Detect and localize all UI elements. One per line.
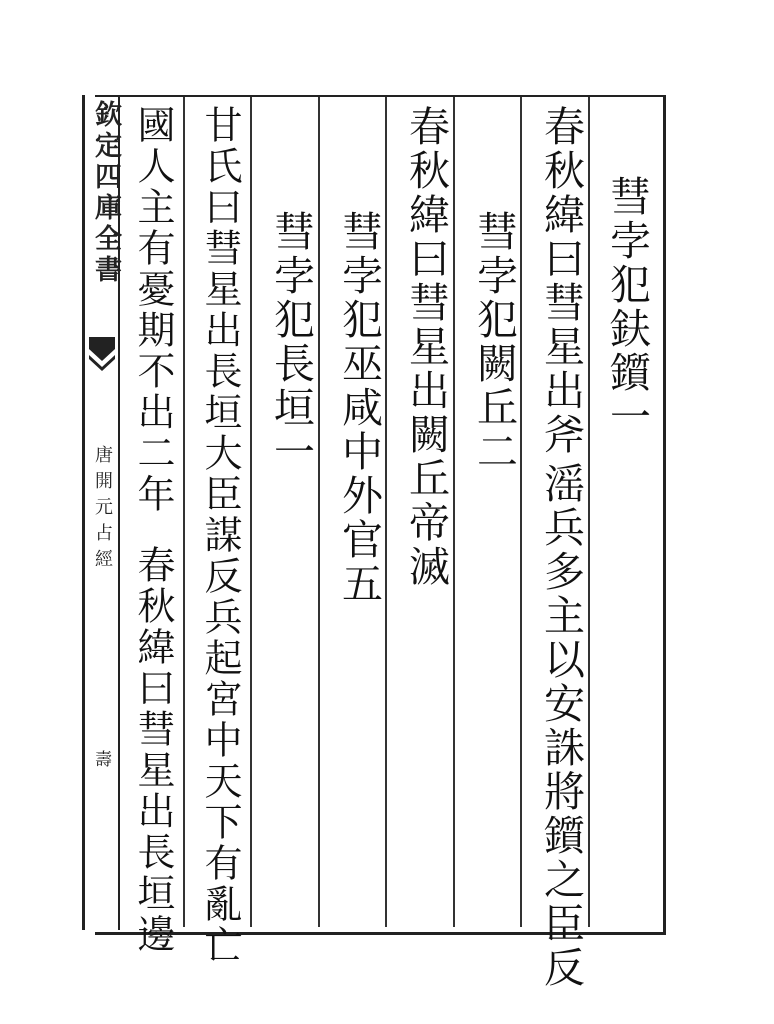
text-column-2a: 春秋緯曰彗星出斧	[537, 105, 585, 457]
text-column-5: 彗孛犯巫咸中外官五	[335, 210, 383, 606]
text-column-1: 彗孛犯鈇鑕一	[603, 175, 651, 439]
text-column-3: 彗孛犯闕丘二	[470, 210, 518, 474]
column-rule	[453, 97, 455, 927]
column-rule	[520, 97, 522, 927]
chapter-title: 唐開元占經	[92, 445, 113, 575]
book-title: 欽定四庫全書	[90, 100, 121, 286]
column-rule	[588, 97, 590, 927]
column-rule	[385, 97, 387, 927]
column-rule	[250, 97, 252, 927]
text-column-4: 春秋緯曰彗星出闕丘帝滅	[402, 105, 450, 589]
page-number: 壽	[91, 750, 111, 767]
column-rule	[318, 97, 320, 927]
text-column-6: 彗孛犯長垣一	[267, 210, 315, 474]
column-rule	[183, 97, 185, 927]
text-column-2b: 滛兵多主以安誅將鑕之臣反	[537, 462, 585, 990]
text-column-7: 甘氏曰彗星出長垣大臣謀反兵起宮中天下有亂亡	[198, 105, 242, 966]
fishtail-mark-icon	[87, 335, 117, 375]
text-column-8a: 國人主有憂期不出二年	[131, 105, 175, 515]
text-column-8b: 春秋緯曰彗星出長垣邊	[131, 545, 175, 955]
